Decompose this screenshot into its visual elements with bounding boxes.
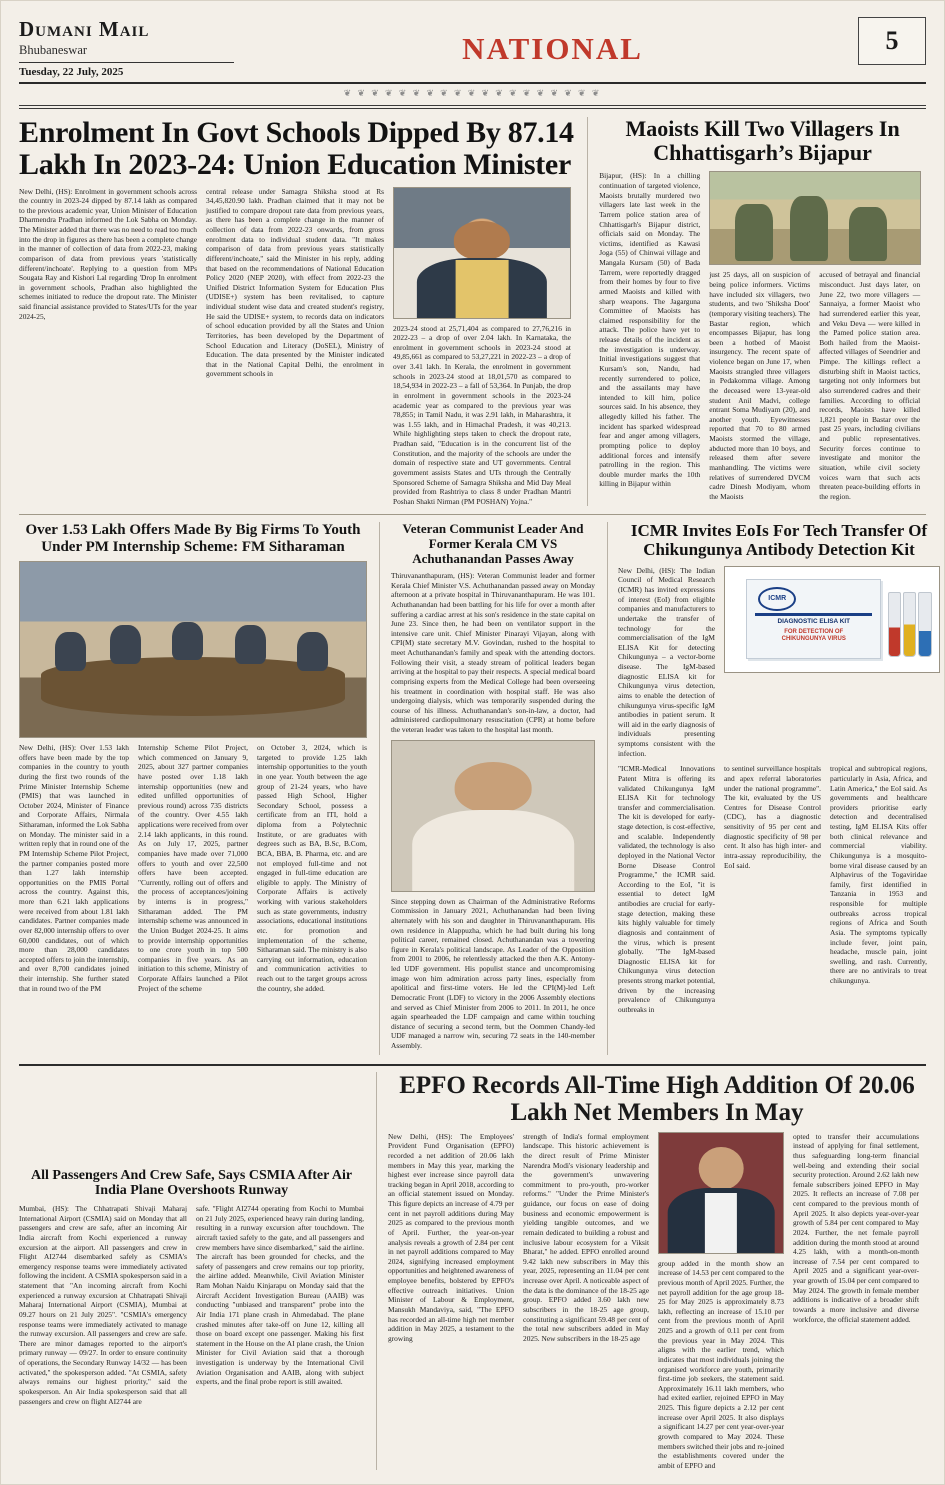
internship-headline: Over 1.53 Lakh Offers Made By Big Firms To Youth Under PM Internship Scheme: FM Sitharaman: [25, 522, 361, 556]
epfo-text-3: group added in the month show an increase of 14.53 per cent compared to the previous month of April 2025. Further, the net payroll addition for the age group 18-25 for May 2025 is approximately 8.73 lakh, reflecting an increase of 15.10 per cent from the previous month of April 2025 and a growth of 0.11 per cent from the previous year in May 2024. This aligns with the earlier trend, which indicates that most individuals joining the organised workforce are youth, primarily first-time job seekers, the statement said. Approximately 16.11 lakh members, who had exited earlier, rejoined EPFO in May 2025. This figure depicts a 2.12 per cent increase over April 2025. It also displays a significant 14.27 per cent year-over-year growth compared to May 2024. These members switched their jobs and re-joined the establishments covered under the ambit of EPFO and: [658, 1258, 784, 1470]
icmr-kit-photo: [724, 566, 940, 673]
maoists-text-2: just 25 days, all on suspicion of being police informers. Victims have included six villagers, two students, and two 'Shiksha Doot' (temporary visiting teachers). The Bastar region, which encompasses Bijapur, has long been a hotbed of Maoist insurgency. The recent spate of violence began on June 17, when Maoists strangled three villagers in Pedakomma village. Among the deceased were 13-year-old student Anil Madvi, college entrant Soma Mudiyam (20), and another youth. Eyewitnesses reported that 70 to 80 armed Maoists stormed the village, abducted more than 10 boys, and released them after severe manhandling. The victims were relatives of surrendered DVCM cadre Dinesh Modiyam, whom the Maoists: [709, 270, 811, 501]
photo-person-2: [110, 625, 141, 664]
epfo-body: [388, 1132, 926, 1471]
veteran-text-2: Since stepping down as Chairman of the Administrative Reforms Commission in January 2021, Achuthanandan had been living alternately with his son and daughter in Thiruvananthapuram. His own residence in Alappuzha, which he had built during his long political career, remained closed. Achuthanandan was a towering figure in Kerala's political landscape. As Leader of the Opposition from 2001 to 2006, he relentlessly attacked the then A.K. Antony-led UDF government. His populist stance and uncompromising image won him admiration across party lines, especially from apolitical and first-time voters. He led the CPI(M)-led Left Democratic Front (LDF) to victory in the 2006 Assembly elections and served as Chief Minister from 2006 to 2011. In 2011, he once again spearheaded the LDF campaign and came within touching distance of securing a second term, but the Oommen Chandy-led UDF managed a narrow win, securing 72 seats in the 140-member Assembly.: [391, 896, 595, 1051]
bottom-section: [19, 1072, 926, 1471]
maoists-col-2: [709, 270, 810, 505]
epfo-headline: EPFO Records All-Time High Addition Of 20.06 Lakh Net Members In May: [399, 1071, 915, 1126]
epfo-col-3-wrap: [658, 1132, 784, 1471]
masthead: [19, 17, 926, 84]
epfo-text-1: New Delhi, (HS): The Employees' Provident Fund Organisation (EPFO) recorded a net addition of 20.06 lakh members in May this year, marking the highest ever increase since payroll data tracking began in April 2018, according to an official statement issued on Monday. This figure depicts an increase of 4.79 per cent in net payroll additions during May 2025 as compared to the previous month of April. Further, the year-on-year analysis reveals a growth of 2.84 per cent in net payroll additions compared to May 2024, signifying increased employment opportunities and heightened awareness of employee benefits, bolstered by EPFO's effective outreach initiatives. Union Minister of Labour & Employment, Mansukh Mandaviya, said, "The EPFO has recorded an all-time high net member addition in May 2025, a testament to the growing: [388, 1131, 515, 1343]
photo-portrait-body: [412, 810, 574, 891]
maoists-col-1: [599, 171, 700, 505]
icmr-text-2: "ICMR-Medical Innovations Patent Mitra is offering its validated Chikungunya IgM ELISA Kit for technology transfer and commercialisation. The kit is developed for early-stage detection, is cost-effective, and scalable. Independently validated, the technology is also deployed in the National Vector Borne Disease Control Programme," the ICMR said. According to the EoI, "it is essential to detect IgM antibodies are crucial for early-stage detection, making these kits highly valuable for timely diagnosis and containment of the virus, which is present globally. "The IgM-based Diagnostic ELISA kit for Chikungunya virus detection presents strong market potential, driven by the increasing prevalence of Chikungunya outbreaks in: [618, 764, 715, 1014]
icmr-col-2: [618, 764, 715, 1018]
internship-text-2: Internship Scheme Pilot Project, which commenced on January 9, 2025, about 327 partner companies have posted over 1.18 lakh internship opportunities (new and edited unfilled opportunities of previous round) across 735 districts of the country. Over 4.55 lakh applications were received from over 2.14 lakh applicants, in this round. As on July 17, 2025, partner companies have made over 71,000 offers to youth and over 22,500 offers have been accepted. "Currently, rolling out of offers and the process of acceptances/joining by interns is in progress," Sitharaman added. The PM internship scheme was announced in the Union Budget 2024-25. It aims to provide internship opportunities to one crore youth in top 500 companies in five years. As an initiation to this scheme, Ministry of Corporate Affairs launched a Pilot Project of the scheme: [138, 743, 248, 993]
photo-person-5: [297, 632, 328, 671]
epfo-col-2: [523, 1132, 649, 1471]
enrolment-text-3: 2023-24 stood at 25,71,404 as compared to 27,76,216 in 2022-23 – a drop of over 2.04 lakh. In Karnataka, the enrolment in government schools in 2023-24 stood at 49,85,661 as compared to 53,27,221 in 2022-23 – a drop of over 3.41 lakh. In Kerala, the enrolment in government schools in 2023-24 stood at 18,01,570 as compared to 18,54,934 in 2022-23 – a fall of 53,364. In Punjab, the drop in enrolment in government schools in the 2023-24 academic year as compared to the previous year was 78,855; in Tamil Nadu, it was 2.91 lakh, in Maharashtra, it was 1.55 lakh, and in Himachal Pradesh, it was 40,213. While highlighting steps taken to check the dropout rate, Pradhan said, "Education is in the concurrent list of the Constitution, and the majority of the schools are under the domain of respective state and UT governments. Central government assists States and UTs through the Centrally Sponsored Scheme of Samagra Shiksha and Mid Day Meal provided from Rashtriya to class 8 under Pradhan Mantri Poshan Shakti Nirman (PM POSHAN) Yojna.": [393, 323, 571, 506]
maoists-headline: Maoists Kill Two Villagers In Chhattisgarh’s Bijapur: [625, 116, 900, 166]
kit-tubes: [888, 594, 931, 657]
epfo-text-4: opted to transfer their accumulations instead of applying for final settlement, thus safeguarding long-term financial well-being and extending their social security protection. Around 2.62 lakh new female subscribers joined EPFO in May 2025. It reflects an increase of 7.08 per cent compared to the previous month of April 2025. It also depicts year-over-year growth of 5.84 per cent compared to May 2024. Further, the net female payroll addition during the month stood at around 4.25 lakh, with a month-on-month increase of 7.54 per cent compared to April 2025 and a significant year-over-year growth of 15.04 per cent compared to May 2024. The growth in female member additions is indicative of a broader shift towards a more inclusive and diverse workforce, the official statement added.: [793, 1131, 920, 1324]
icmr-top-row: [618, 566, 940, 763]
csmia-text-1: Mumbai, (HS): The Chhatrapati Shivaji Maharaj International Airport (CSMIA) said on Monday that all passengers and crew are safe, after an incoming Air India aircraft from Kochi experienced a runway excursion at the airport. All passengers and crew in Flight AI2744 disembarked safely as CSMIA's emergency response teams were immediately activated following the incident. A CSMIA spokesperson said in a statement that "An incoming aircraft from Kochi experienced a runway excursion at Chhatrapati Shivaji Maharaj International Airport (CSMIA), Mumbai at 09.27 hours on 21 July 2025". "CSMIA's emergency response teams were immediately activated to manage the runway excursion. All passengers and crew are safe. There are minor damages reported to the airport's primary runway — 09/27. In order to ensure continuity of operations, the Secondary Runway 14/32 — has been activated," the spokesperson added. "At CSMIA, safety always remains our highest priority," said the spokesperson. An Air India spokesperson said that all passengers and crew on flight AI2744 are: [19, 1204, 187, 1406]
photo-health-shirt: [705, 1193, 737, 1253]
maoists-photo: [709, 171, 921, 265]
enrolment-text-2: central release under Samagra Shiksha stood at Rs 34,45,820.90 lakh. Pradhan claimed that it may not be justified to compare dropout rate data from previous years, as there has been a complete change in the manner of collection of data from 2022-23 onwards, from gross enrolment data to individual student data. "It makes comparison of data from previous years statistically different/inchoate," said the Minister in his reply, adding that based on the recommendations of National Education Policy 2020 (NEP 2020), with effect from 2022-23 the Unified District Information System for Education Plus (UDISE+) system has been revitalised, to capture individual student wise data and created student's registry, He said the UDISE+ system, to records data on indicators of school education provided by all the States and Union Territories, has been developed by the Department of School Education and Literacy (DoSEL), Ministry of Education. The data presented by the Minister indicated that in the National Capital Delhi, the enrolment in government schools in: [206, 186, 384, 379]
icmr-text-1: New Delhi, (HS): The Indian Council of Medical Research (ICMR) has invited expressions of interest (EoI) from eligible companies and manufacturers to undertake the transfer of technology for the commercialisation of the IgM ELISA Kit for detecting Chikungunya – a vector-borne disease. The IgM-based diagnostic ELISA kit for Chikungunya virus detection, aims to enable the detection of chikungunya virus-specific IgM antibodies in patient serum. It will aid in the early diagnosis of individuals presenting symptoms consistent with the infection.: [618, 565, 715, 758]
icmr-col-4: [830, 764, 927, 1018]
csmia-spacer: [19, 1072, 364, 1168]
tube-yellow: [903, 592, 916, 657]
csmia-text-2: safe. "Flight AI2744 operating from Kochi to Mumbai on 21 July 2025, experienced heavy rain during landing, resulting in a runway excursion after touchdown. The aircraft taxied safely to the gate, and all passengers and crew members have since disembarked," said the airline. The aircraft has been grounded for checks, and the safety of passengers and crew remains our top priority, the airline added. Meanwhile, Civil Aviation Minister Ram Mohan Naidu Kinjarapu on Monday said that the Aircraft Accident Investigation Bureau (AAIB) was conducting "unbiased and transparent" probe into the Air India 171 plane crash in Ahmedabad. The plane crashed minutes after take-off on June 12, killing all those on board except one passenger. Making his first statement in the House on the AI plane crash, the Union Minister for Civil Aviation said that a thorough investigation is underway by the International Civil Aviation Organisation and AAIB, along with subject experts, and the final probe report is still awaited.: [196, 1204, 364, 1387]
article-csmia: [19, 1072, 364, 1471]
enrolment-col-1: [19, 187, 197, 507]
veteran-col-1: [391, 571, 595, 735]
masthead-divider: [19, 62, 234, 63]
internship-text-1: New Delhi, (HS): Over 1.53 lakh offers have been made by the top companies in the country to youth during the first two rounds of the Prime Minister Internship Scheme (PMIS) that was launched in October 2024, Minister of Finance and Corporate Affairs, Nirmala Sitharaman, informed the Lok Sabha on Monday. The minister said in a written reply that in round one of the PM Internship Scheme Pilot Project, the partner companies posted more than 1.27 lakh internship opportunities on the PMIS Portal across the country. Against this, more than 6.21 lakh applications were received from about 1.81 lakh candidates. Partner companies made over 82,000 internship offers to over 60,000 candidates, out of which more than 28,000 candidates accepted offers to join the internship, and over 8,700 candidates joined their internship. She further stated that in round two of the PM: [19, 743, 129, 993]
masthead-right: [846, 17, 926, 65]
section-divider-1: [19, 514, 926, 515]
enrolment-text-1: New Delhi, (HS): Enrolment in government schools across the country in 2023-24 dipped by 87.14 lakh as compared to the previous academic year, Union Minister of Education Dharmendra Pradhan informed the Lok Sabha on Monday. The Minister added that there was no need to read too much into the drop in figures as there has been a complete change in the manner of collection of data from 2022-23, making comparison of data from previous years 'statistically different/inchoate'. Replying to a question from MPs Sougata Ray and Kishori Lal regarding 'Drop In enrolment in government schools, Pradhan also highlighted the schemes initiated to reduce the dropout rate. The Minister said financial assistance provided to States/UTs for the year 2024-25,: [19, 186, 197, 321]
epfo-text-2: strength of India's formal employment landscape. This historic achievement is the direct result of Prime Minister Narendra Modi's visionary leadership and the government's unwavering commitment to pro-youth, pro-worker reforms." "Under the Prime Minister's guidance, our focus on ease of doing business and economic empowerment is yielding tangible outcomes, and we remain dedicated to building a robust and inclusive labour ecosystem for a Viksit Bharat," he added. EPFO enrolled around 9.42 lakh new subscribers in May this year, 2025, representing an 11.04 per cent increase over April. A noticeable aspect of the data is the dominance of the 18-25 age group. EPFO added 3.60 lakh new subscribers in the 18-25 age group, constituting a significant 59.48 per cent of the total new subscribers added in May 2025. New subscribers in the 18-25 age: [523, 1131, 649, 1343]
article-veteran: [391, 522, 595, 1054]
section-divider-2: [19, 1064, 926, 1066]
middle-section: [19, 522, 926, 1054]
icmr-col-1: [618, 566, 715, 763]
csmia-col-1: [19, 1204, 187, 1410]
masthead-city: Bhubaneswar: [19, 43, 88, 57]
article-epfo: [376, 1072, 926, 1471]
enrolment-col-2: [206, 187, 384, 507]
photo-soldier-1: [735, 204, 773, 261]
veteran-col-2: [391, 897, 595, 1051]
middle-right-block: [379, 522, 940, 1054]
internship-photo: [19, 561, 367, 738]
tube-red: [888, 592, 901, 657]
photo-person-1: [55, 632, 86, 671]
epfo-col-1: [388, 1132, 514, 1471]
photo-health-head: [699, 1147, 744, 1190]
header-rule: [19, 105, 926, 109]
photo-person-3: [172, 622, 203, 661]
epfo-col-4: [793, 1132, 919, 1471]
veteran-headline: Veteran Communist Leader And Former Kerala CM VS Achuthanandan Passes Away: [402, 521, 584, 566]
enrolment-col-3: [393, 187, 571, 507]
veteran-text-1: Thiruvananthapuram, (HS): Veteran Communist leader and former Kerala Chief Minister V.S. Achuthanandan passed away on Monday afternoon at a private hospital in Thiruvananthapuram. He was 101. Achuthanandan had been battling for his life for over a month after suffering a cardiac arrest at his son's residence in the state capital on June 23. Since then, he had been on ventilator support in the intensive care unit. Chief Minister Pinarayi Vijayan, along with CPI(M) state secretary M.V. Govindan, rushed to the hospital to meet Achuthanandan's family and speak with the attending doctors. Following their visit, a steady stream of political leaders began arriving at the hospital to pay their respects. A special medical board comprising experts from the Medical College had been overseeing his treatment in coordination with hospital staff. He was also undergoing dialysis, which was temporarily suspended during the course of his illness. Achuthanandan's son-in-law, a doctor, had administered cardiopulmonary resuscitation (CPR) at home before the veteran leader was taken to the hospital last month.: [391, 571, 595, 735]
csmia-headline: All Passengers And Crew Safe, Says CSMIA After Air India Plane Overshoots Runway: [30, 1167, 353, 1199]
maoists-col-wrap: [709, 171, 921, 505]
ornament-divider: ❦ ❦ ❦ ❦ ❦ ❦ ❦ ❦ ❦ ❦ ❦ ❦ ❦ ❦ ❦ ❦ ❦ ❦ ❦: [343, 88, 602, 98]
enrolment-headline: Enrolment In Govt Schools Dipped By 87.14 Lakh In 2023-24: Union Education Minister: [19, 116, 574, 181]
icmr-text-4: tropical and subtropical regions, particularly in Asia, Africa, and Latin America," the EoI said. As governments and healthcare providers prioritise early detection and decentralised testing, IgM ELISA Kits offer both clinical relevance and commercial viability. Chikungunya is a mosquito-borne viral disease caused by an Alphavirus of the Togaviridae family, first identified in Tanzania in 1953 and responsible for multiple outbreaks across tropical regions of Africa and South Asia. The symptoms typically include fever, joint pain, headache, muscle pain, joint swelling, and rash. Currently, there are no antivirals to treat chikungunya.: [830, 764, 927, 986]
maoists-body: [599, 171, 926, 505]
veteran-photo: [391, 740, 595, 892]
tube-blue: [918, 592, 931, 657]
veteran-icmr-row: [391, 522, 940, 1054]
icmr-col-3: [724, 764, 821, 1018]
photo-figure-scarf: [456, 260, 509, 317]
maoists-subcols: [709, 270, 921, 505]
internship-body: [19, 743, 367, 997]
section-title: NATIONAL: [462, 31, 643, 66]
masthead-left: [19, 17, 259, 78]
internship-text-3: on October 3, 2024, which is targeted to provide 1.25 lakh internship opportunities to the youth in one year. Youth between the age group of 21-24 years, who have passed High School, Higher Secondary School, possess a certificate from an ITI, hold a diploma from a Polytechnic Institute, or are graduates with degrees such as BA, B.Sc, B.Com, BCA, BBA, B. Pharma, etc. and are not employed full-time and not engaged in full-time education are eligible to apply. The Ministry of Corporate Affairs is actively working with various stakeholders such as state governments, industry associations, educational institutions etc. for promotion and implementation of the scheme, Sitharaman said. The ministry is also carrying out information, education and communication activities to reach out to the target groups across the country, she added.: [257, 743, 367, 993]
masthead-center: [259, 17, 846, 67]
icmr-text-3: to sentinel surveillance hospitals and apex referral laboratories under the national programme". The kit, evaluated by the US Centres for Disease Control (CDC), has a diagnostic sensitivity of 95 per cent and diagnostic specificity of 98 per cent. It also has high inter- and intra-assay reproducibility, the EoI said.: [724, 764, 821, 870]
page-number: 5: [858, 17, 926, 65]
photo-figure-head: [454, 221, 510, 260]
kit-band: [755, 613, 872, 616]
kit-line3: CHIKUNGUNYA VIRUS: [781, 636, 846, 643]
photo-portrait-head: [455, 762, 532, 813]
masthead-date: Tuesday, 22 July, 2025: [19, 66, 124, 78]
csmia-body: [19, 1204, 364, 1410]
kit-title: DIAGNOSTIC ELISA KIT: [777, 617, 850, 625]
photo-soldier-2: [790, 196, 828, 260]
internship-col-3: [257, 743, 367, 997]
enrolment-body: [19, 187, 575, 507]
kit-line2: FOR DETECTION OF: [784, 628, 844, 635]
icmr-logo-icon: ICMR: [758, 587, 796, 611]
newspaper-title: Dumani Mail: [19, 17, 150, 41]
article-internship: [19, 522, 367, 1054]
csmia-col-2: [196, 1204, 364, 1410]
maoists-col-3: [819, 270, 920, 505]
article-icmr: [607, 522, 940, 1054]
icmr-headline: ICMR Invites EoIs For Tech Transfer Of Chikungunya Antibody Detection Kit: [630, 521, 928, 560]
internship-col-2: [138, 743, 248, 997]
icmr-photo-wrap: [724, 566, 940, 763]
epfo-photo: [658, 1132, 784, 1254]
kit-subtitle: [755, 629, 872, 645]
top-section: [19, 117, 926, 506]
article-maoists: [587, 117, 926, 506]
article-enrolment: [19, 117, 575, 506]
photo-soldier-3: [849, 207, 887, 260]
icmr-body-row: [618, 764, 940, 1018]
internship-col-1: [19, 743, 129, 997]
maoists-text-1: Bijapur, (HS): In a chilling continuation of targeted violence, Maoists brutally murdered two villagers late last week in the Tarrem police station area of Chhattisgarh's Bijapur district, officials said on Monday. The victims, identified as Kawasi Joga (55) of Chinwai village and Mangala Kursam (50) of Bada Tarrem, were reportedly dragged from their homes by four to five armed Maoists and killed with sharp weapons. The Jagarguna Committee of Maoists has claimed responsibility for the attack. The police have yet to release details of the incident as the investigation is underway. Initial investigations suggest that Kursam's son, Nandu, had recently surrendered to police, and the assailants may have intended to kill him, police sources said. In his absence, they allegedly killed his father. The incident has sparked widespread fear and anger among villagers, prompting police to deploy additional forces and intensify patrolling in the region. This double murder marks the 10th killing in Bijapur within: [599, 171, 701, 489]
maoists-text-3: accused of betrayal and financial misconduct. Just days later, on June 22, two more villagers — Sannaiya, a former Maoist who had surrendered earlier this year, and Veku Deva — were killed in the Pamed police station area. Both hailed from the Maoist-affected villages of Seendrier and Pimpe. The killings reflect a disturbing shift in Maoist tactics, targeting not only informers but also surrendered cadres and their families. According to official records, Maoists have killed 1,821 people in Bastar over the past 25 years, including civilians and public representatives. Security forces continue to investigate and monitor the situation, while civil society voices warn that such acts threaten peace-building efforts in the region.: [819, 270, 921, 501]
enrolment-photo: [393, 187, 571, 319]
photo-person-4: [235, 625, 266, 664]
kit-box: [746, 579, 881, 659]
